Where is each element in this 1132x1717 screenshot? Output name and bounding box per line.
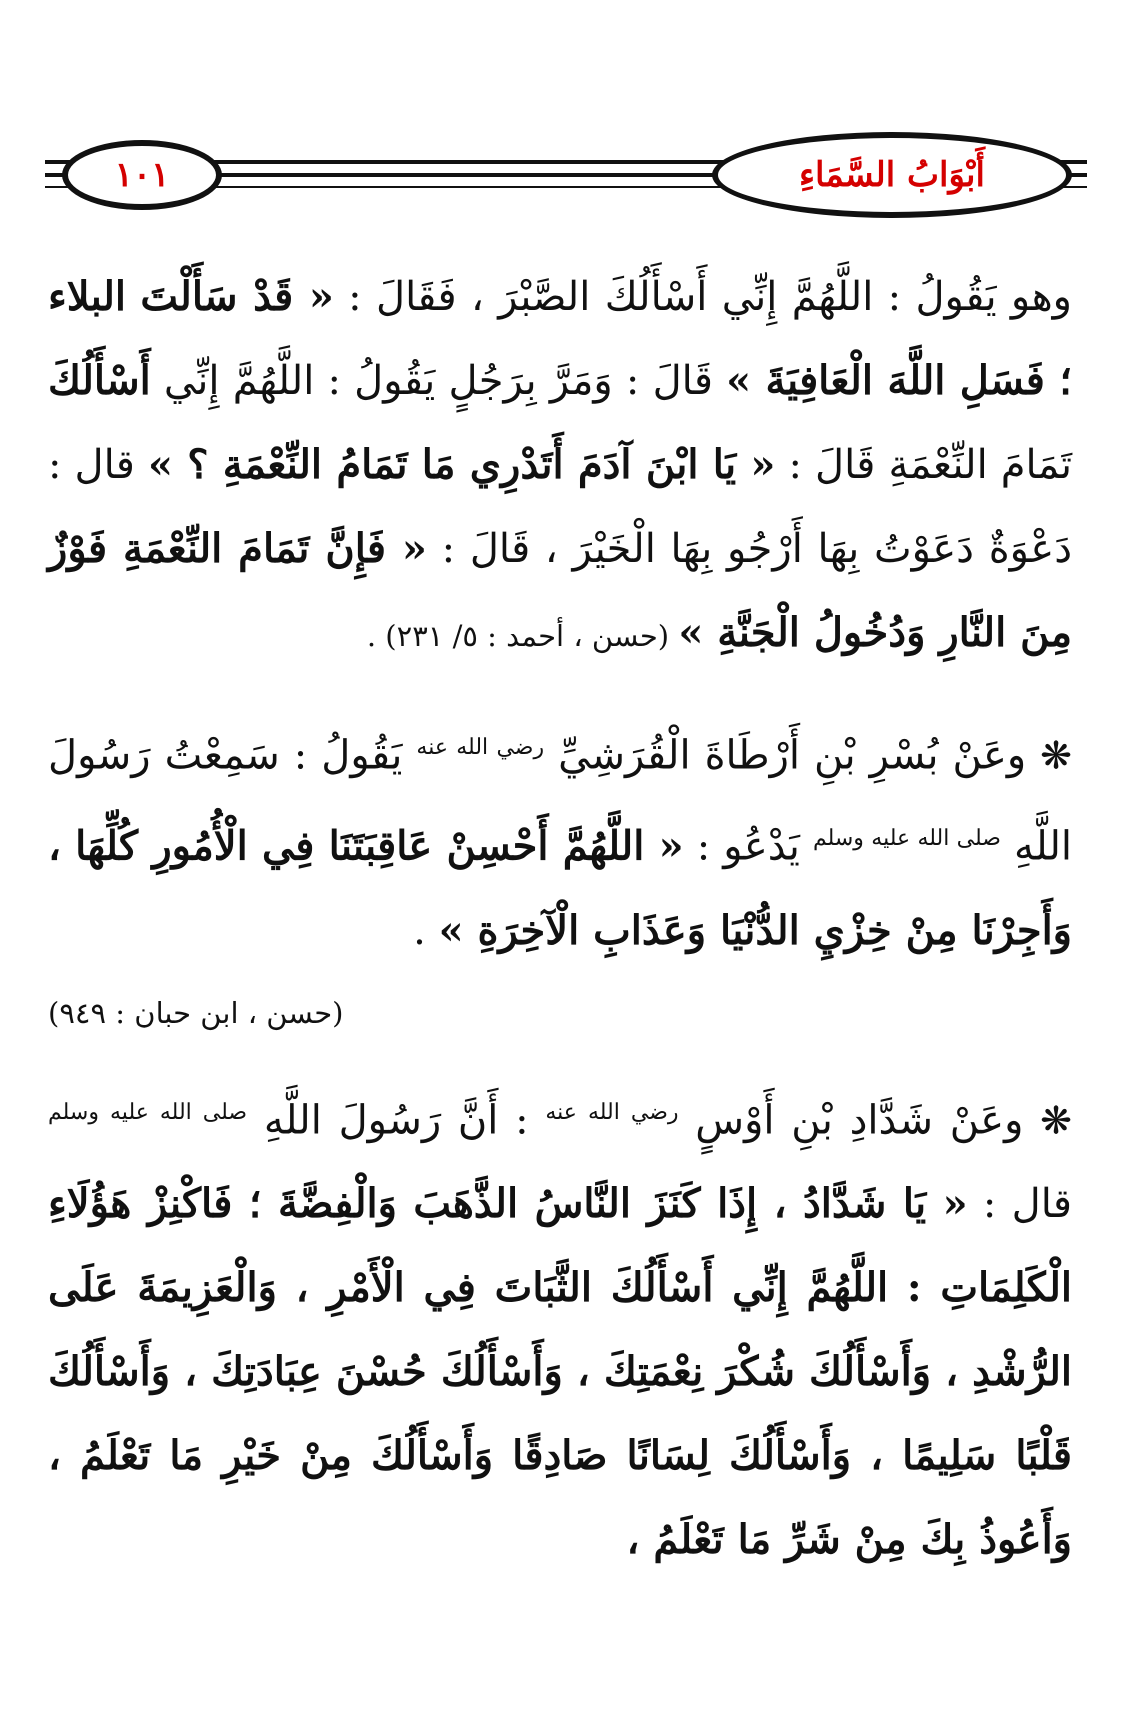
book-title-frame [712, 132, 1072, 218]
text: يَدْعُو : [683, 823, 813, 870]
hadith-quote: أَسْأَلُكَ [48, 357, 151, 404]
paragraph-2 [48, 706, 1072, 973]
source-reference: (حسن ، أحمد : ٥/ ٢٣١) . [366, 619, 679, 653]
text: وعَنْ شَدَّادِ بْنِ أَوْسٍ [678, 1096, 1041, 1143]
text: قَالَ : وَمَرَّ بِرَجُلٍ يَقُولُ : اللَّهُمَّ إِنِّي [163, 358, 727, 404]
page-header [0, 118, 1132, 238]
text: . [413, 907, 439, 954]
page-number: ١٠١ [114, 155, 170, 195]
ornament-star-icon: ❋ [1040, 733, 1072, 778]
book-title: أَبْوَابُ السَّمَاءِ [799, 155, 985, 195]
source-reference: (حسن ، ابن حبان : ٩٤٩) [48, 995, 344, 1030]
paragraph-3 [48, 1071, 1072, 1582]
page-number-frame [62, 140, 222, 210]
hadith-quote: « فَإِنَّ تَمَامَ النِّعْمَةِ فَوْزٌ مِنَ النَّارِ وَدُخُولُ الْجَنَّةِ » [48, 525, 1072, 656]
hadith-quote: « قَدْ سَأَلْتَ [140, 273, 334, 320]
hadith-quote: « يَا شَدَّادُ ، إِذَا كَنَزَ النَّاسُ الذَّهَبَ وَالْفِضَّةَ ؛ فَاكْنِزْ هَؤُلَاءِ الْكَلِمَاتِ : اللَّهُمَّ إِنِّي أَسْأَلُكَ الثَّبَاتَ فِي الْأَمْرِ ، وَالْعَزِيمَةَ عَلَى الرُّشْدِ ، وَأَسْأَلُكَ شُكْرَ نِعْمَتِكَ ، وَأَسْأَلُكَ حُسْنَ عِبَادَتِكَ ، وَأَسْأَلُكَ قَلْبًا سَلِيمًا ، وَأَسْأَلُكَ لِسَانًا صَادِقًا وَأَسْأَلُكَ مِنْ خَيْرِ مَا تَعْلَمُ ، وَأَعُوذُ بِكَ مِنْ شَرِّ مَا تَعْلَمُ ، [48, 1179, 1072, 1563]
ornament-star-icon: ❋ [1040, 1097, 1073, 1142]
text: تَمَامَ النِّعْمَةِ قَالَ : [775, 442, 1073, 488]
text: وهو يَقُولُ : اللَّهُمَّ إِنِّي أَسْأَلُكَ الصَّبْرَ ، فَقَالَ : [333, 274, 1073, 320]
hadith-quote: البلاء ؛ فَسَلِ اللَّهَ الْعَافِيَةَ » [48, 273, 1072, 404]
text: قال : دَعْوَةٌ دَعَوْتُ بِهَا أَرْجُو بِهَا الْخَيْرَ ، قَالَ : [48, 442, 1073, 572]
hadith-quote: « اللَّهُمَّ أَحْسِنْ عَاقِبَتَنَا فِي الْأُمُورِ كُلِّهَا ، وَأَجِرْنَا مِنْ خِزْيِ الدُّنْيَا وَعَذَابِ الْآخِرَةِ » [48, 822, 1072, 954]
text: وعَنْ بُسْرِ بْنِ أَرْطَاةَ الْقُرَشِيِّ [544, 732, 1041, 779]
page-body [48, 255, 1072, 1582]
hadith-quote: « يَا ابْنَ آدَمَ أَتَدْرِي مَا تَمَامُ النِّعْمَةِ ؟ » [148, 441, 776, 488]
text: : أَنَّ رَسُولَ اللَّهِ [247, 1096, 546, 1143]
honorific-ligature: رضي الله عنه [416, 735, 545, 760]
honorific-ligature: صلى الله عليه وسلم [812, 826, 1001, 852]
paragraph-1 [48, 255, 1072, 678]
text: قال : [967, 1180, 1072, 1227]
honorific-ligature: صلى الله عليه وسلم [48, 1099, 248, 1125]
honorific-ligature: رضي الله عنه [545, 1099, 679, 1125]
text: يَقُولُ : سَمِعْتُ رَسُولَ اللَّهِ [48, 732, 1073, 870]
